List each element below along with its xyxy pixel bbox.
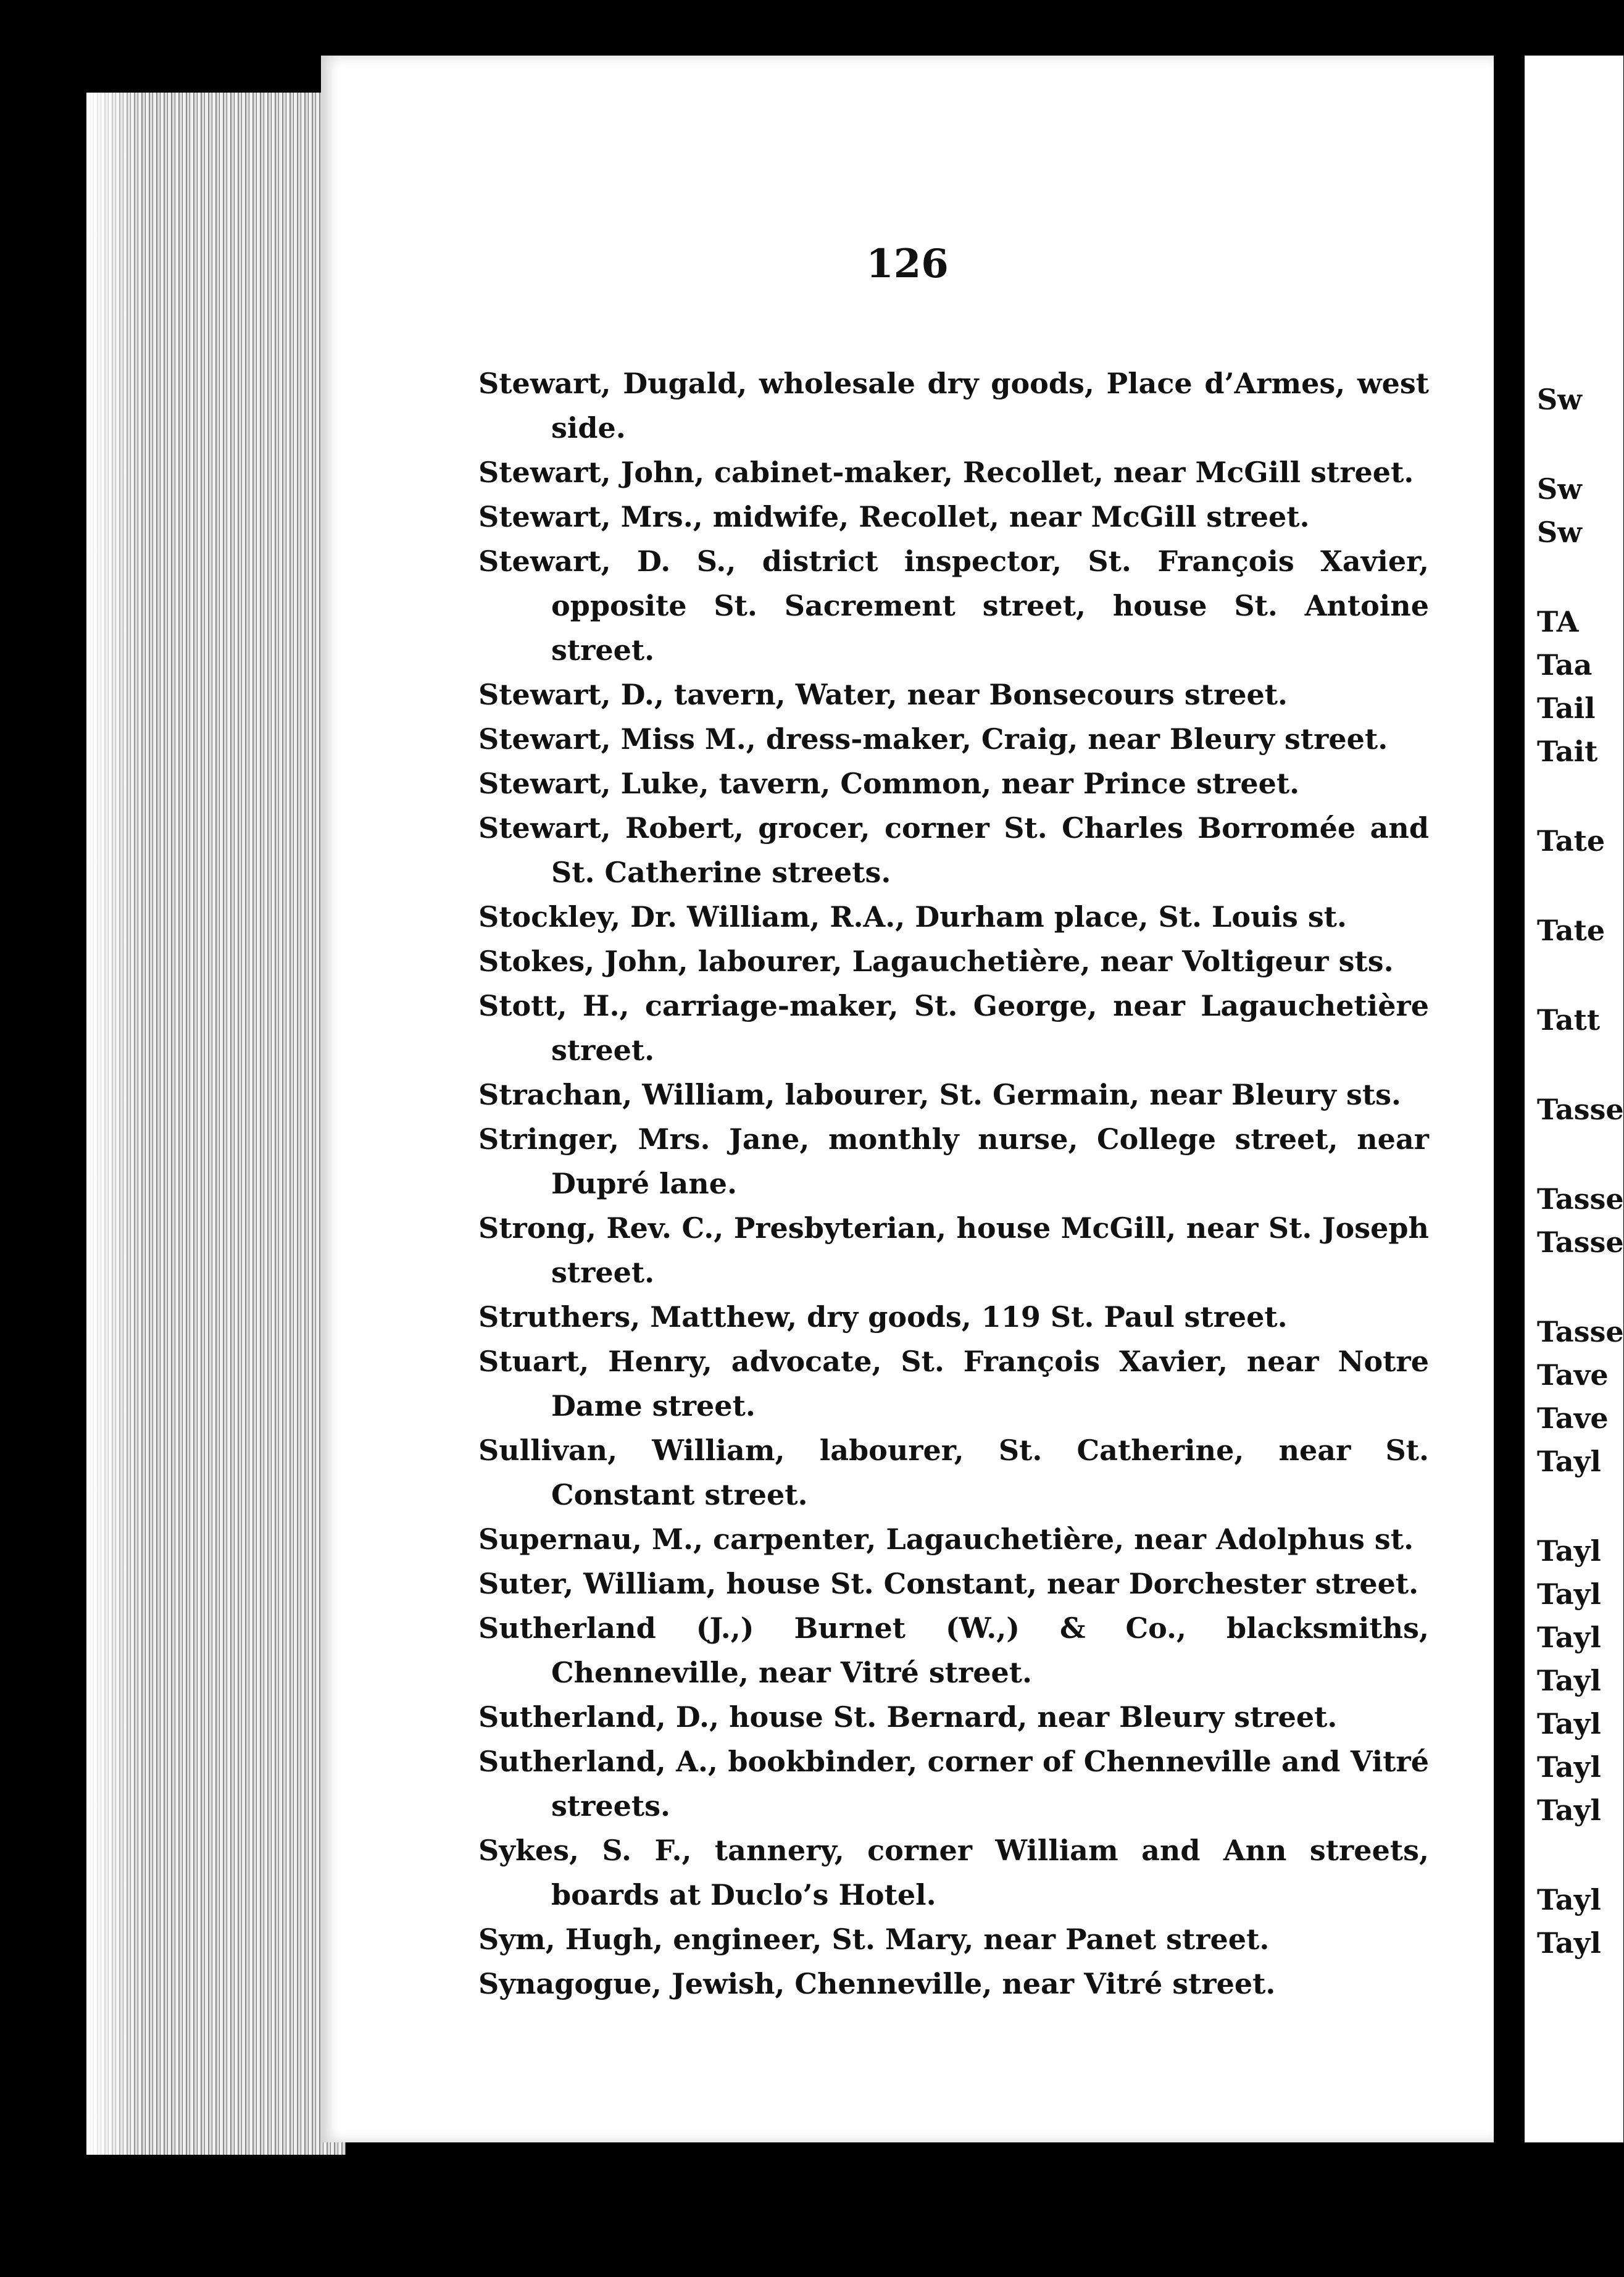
directory-entry: Stewart, D. S., district inspector, St. François Xavier, opposite St. Sacrement street, house St. Antoine street.	[478, 545, 1429, 667]
directory-entry: Stott, H., carriage-maker, St. George, near Lagauchetière street.	[478, 989, 1429, 1067]
directory-entry: Struthers, Matthew, dry goods, 119 St. Paul street.	[478, 1300, 1288, 1334]
directory-entry: Stewart, Robert, grocer, corner St. Charles Borromée and St. Catherine streets.	[478, 811, 1429, 889]
directory-entry: Sullivan, William, labourer, St. Catherine, near St. Constant street.	[478, 1434, 1429, 1511]
directory-entry: Stewart, Luke, tavern, Common, near Prince street.	[478, 767, 1300, 800]
adjacent-page-fragment: Tayl	[1537, 1883, 1601, 1916]
book-fore-edge-highlight	[86, 93, 142, 2155]
adjacent-page-fragment: Tave	[1537, 1402, 1609, 1435]
adjacent-page-fragment: Tayl	[1537, 1534, 1601, 1568]
directory-entry: Stewart, John, cabinet-maker, Recollet, near McGill street.	[478, 456, 1414, 489]
adjacent-page-fragment: Tasse	[1537, 1182, 1624, 1216]
directory-entry: Stokes, John, labourer, Lagauchetière, near Voltigeur sts.	[478, 945, 1394, 978]
directory-entry: Stewart, Mrs., midwife, Recollet, near McGill street.	[478, 500, 1310, 533]
directory-entry: Stockley, Dr. William, R.A., Durham place, St. Louis st.	[478, 900, 1347, 934]
directory-entries	[478, 361, 1429, 2006]
directory-entry: Stuart, Henry, advocate, St. François Xavier, near Notre Dame street.	[478, 1345, 1429, 1423]
adjacent-page-fragment: Tasse	[1537, 1093, 1624, 1126]
directory-entry: Strachan, William, labourer, St. Germain, near Bleury sts.	[478, 1078, 1402, 1111]
adjacent-page-fragment: TA	[1537, 605, 1579, 638]
adjacent-page-fragment: Taa	[1537, 648, 1593, 682]
page-number: 126	[866, 241, 949, 287]
adjacent-page-fragment: Tasse	[1537, 1315, 1624, 1348]
directory-entry: Stewart, Miss M., dress-maker, Craig, near Bleury street.	[478, 722, 1388, 756]
directory-entry: Sym, Hugh, engineer, St. Mary, near Panet street.	[478, 1923, 1270, 1956]
adjacent-page-fragment: Sw	[1537, 383, 1582, 416]
adjacent-page-fragment: Tayl	[1537, 1664, 1601, 1697]
adjacent-page-fragment: Tave	[1537, 1358, 1609, 1392]
adjacent-page-fragment: Tayl	[1537, 1926, 1601, 1960]
directory-entry: Sutherland, A., bookbinder, corner of Chenneville and Vitré streets.	[478, 1745, 1429, 1823]
adjacent-page-fragment: Tasse	[1537, 1226, 1624, 1259]
adjacent-page-fragment: Tait	[1537, 735, 1598, 768]
adjacent-page-fragment: Tayl	[1537, 1750, 1601, 1784]
directory-entry: Suter, William, house St. Constant, near Dorchester street.	[478, 1567, 1419, 1600]
adjacent-page-fragment: Tate	[1537, 824, 1605, 858]
directory-entry: Synagogue, Jewish, Chenneville, near Vitré street.	[478, 1967, 1276, 2000]
directory-entry: Sutherland, D., house St. Bernard, near Bleury street.	[478, 1700, 1338, 1734]
adjacent-page-fragment: Tayl	[1537, 1794, 1601, 1827]
adjacent-page-fragment: Tatt	[1537, 1003, 1601, 1037]
directory-entry: Sutherland (J.,) Burnet (W.,) & Co., blacksmiths, Chenneville, near Vitré street.	[478, 1611, 1429, 1689]
adjacent-page-edge	[1525, 56, 1623, 2142]
directory-entry: Stewart, D., tavern, Water, near Bonsecours street.	[478, 678, 1288, 711]
directory-entry: Stewart, Dugald, wholesale dry goods, Place d’Armes, west side.	[478, 367, 1429, 445]
adjacent-page-fragment: Tate	[1537, 914, 1605, 947]
adjacent-page-fragment: Tayl	[1537, 1445, 1601, 1478]
adjacent-page-fragment: Tayl	[1537, 1707, 1601, 1740]
adjacent-page-fragment: Tayl	[1537, 1621, 1601, 1654]
adjacent-page-fragment: Tayl	[1537, 1577, 1601, 1611]
directory-page	[321, 56, 1494, 2142]
directory-entry: Stringer, Mrs. Jane, monthly nurse, College street, near Dupré lane.	[478, 1122, 1429, 1200]
adjacent-page-fragment: Sw	[1537, 472, 1582, 506]
directory-entry: Sykes, S. F., tannery, corner William and Ann streets, boards at Duclo’s Hotel.	[478, 1834, 1429, 1911]
directory-entry: Supernau, M., carpenter, Lagauchetière, near Adolphus st.	[478, 1523, 1414, 1556]
directory-entry: Strong, Rev. C., Presbyterian, house McGill, near St. Joseph street.	[478, 1211, 1429, 1289]
adjacent-page-fragment: Sw	[1537, 516, 1582, 549]
adjacent-page-fragment: Tail	[1537, 691, 1596, 725]
